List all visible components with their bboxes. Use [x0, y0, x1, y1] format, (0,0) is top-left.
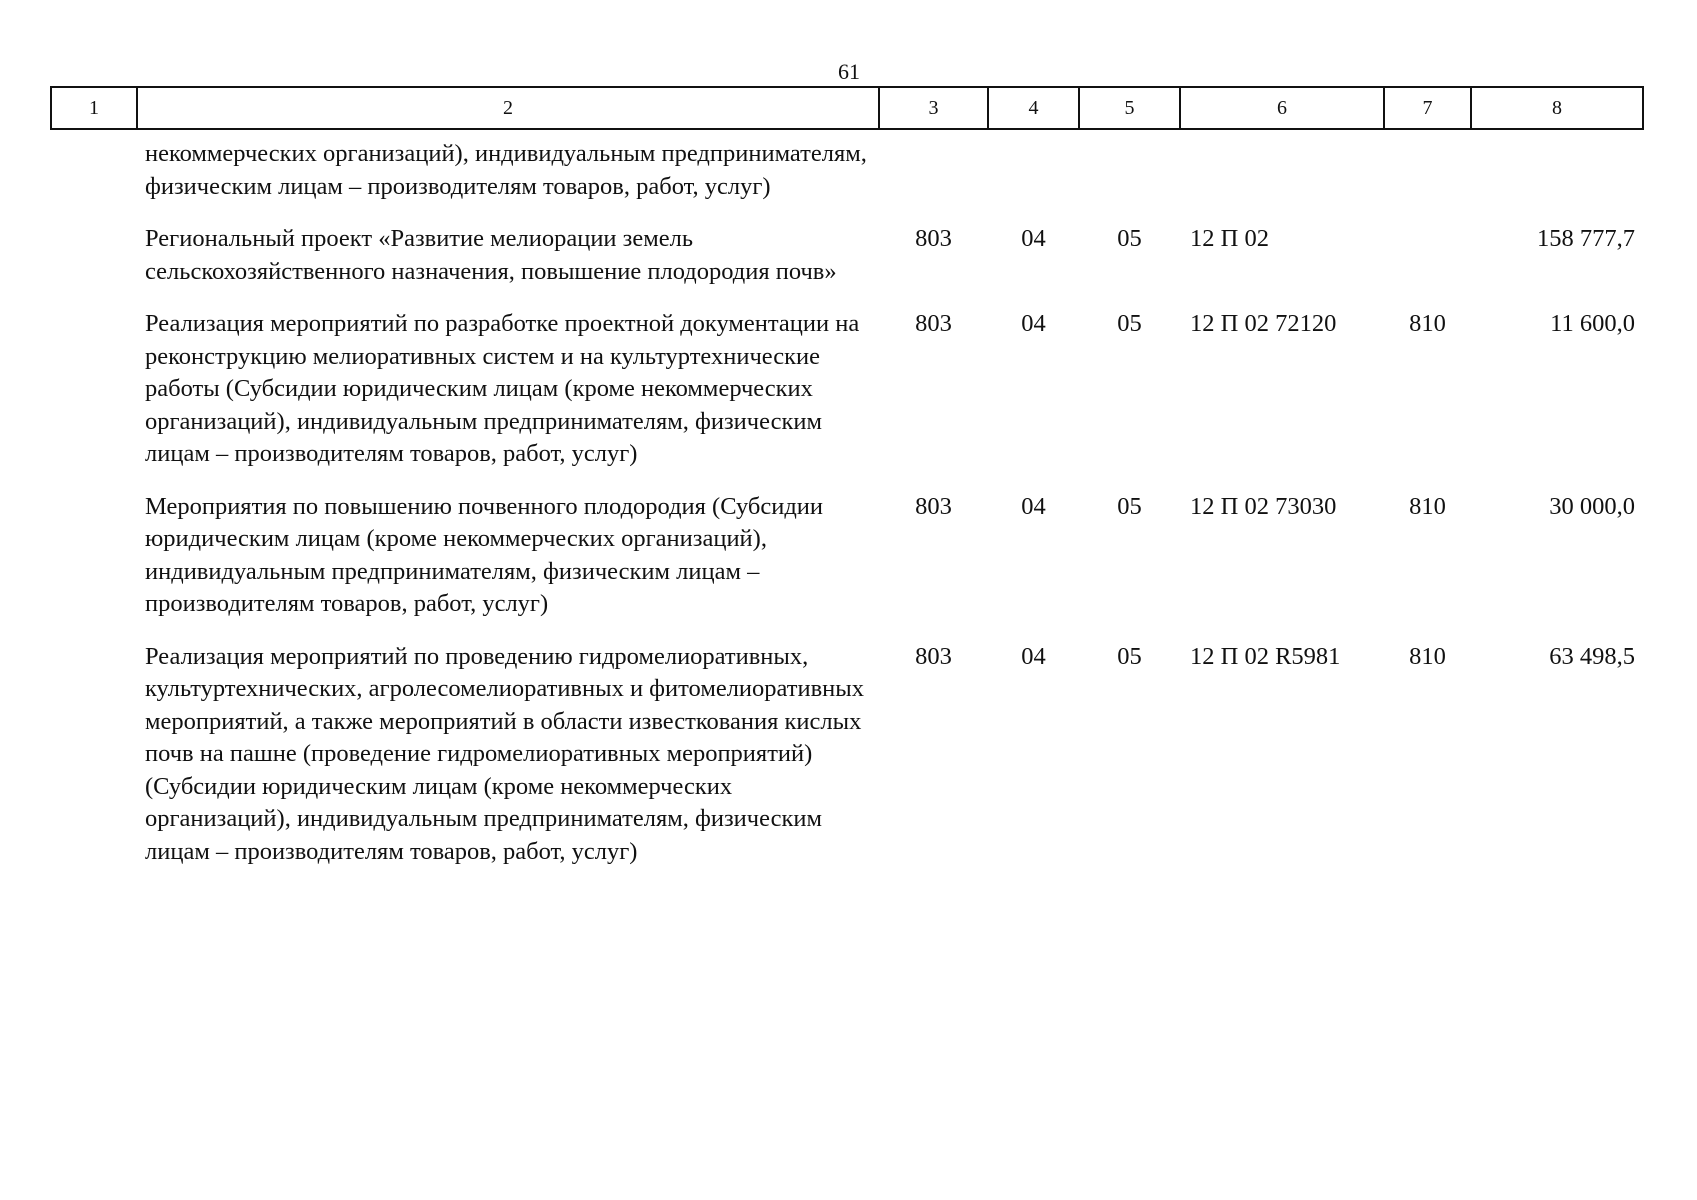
row-expense-type: 810 — [1409, 642, 1446, 670]
row-target: 12 П 02 — [1190, 225, 1269, 252]
row-amount — [1471, 129, 1643, 223]
row-expense-type — [1384, 129, 1471, 223]
row-description: Региональный проект «Развитие мелиорации земель сельскохозяйственного назначения, повышение плодородия почв» — [145, 225, 837, 285]
row-index-cell — [51, 308, 137, 491]
row-description: Реализация мероприятий по разработке проектной документации на реконструкцию мелиоративных систем и на культуртехнические работы (Субсидии юридическим лицам (кроме некоммерческих организаций), индивидуальным предпринимателям, физическим лицам – производителям товаров, работ, услуг) — [145, 310, 860, 467]
table-row — [51, 129, 1643, 223]
row-amount: 30 000,0 — [1549, 492, 1635, 520]
row-ministry: 803 — [915, 225, 952, 252]
row-subsection — [1079, 129, 1180, 223]
row-description: некоммерческих организаций), индивидуальным предпринимателям, физическим лицам – производителям товаров, работ, услуг) — [145, 140, 867, 200]
row-expense-type: 810 — [1409, 492, 1446, 520]
row-section — [988, 129, 1079, 223]
row-section: 04 — [1021, 310, 1046, 337]
row-target: 12 П 02 72120 — [1190, 310, 1337, 337]
row-description: Мероприятия по повышению почвенного плодородия (Субсидии юридическим лицам (кроме некоммерческих организаций), индивидуальным предпринимателям, физическим лицам – производителям товаров, работ, услуг) — [145, 492, 824, 617]
row-subsection: 05 — [1117, 310, 1142, 337]
row-expense-type: 810 — [1409, 310, 1446, 337]
row-amount: 158 777,7 — [1537, 225, 1635, 252]
header-col-1: 1 — [51, 87, 137, 129]
table-row — [51, 223, 1643, 308]
header-col-2: 2 — [137, 87, 879, 129]
row-section: 04 — [1021, 642, 1046, 670]
row-ministry: 803 — [915, 492, 952, 520]
header-col-5: 5 — [1079, 87, 1180, 129]
header-col-3: 3 — [879, 87, 988, 129]
row-section: 04 — [1021, 225, 1046, 252]
row-amount: 11 600,0 — [1550, 310, 1635, 337]
row-section: 04 — [1021, 492, 1046, 520]
header-col-8: 8 — [1471, 87, 1643, 129]
row-subsection: 05 — [1117, 642, 1142, 670]
row-target — [1180, 129, 1384, 223]
row-ministry — [879, 129, 988, 223]
row-subsection: 05 — [1117, 492, 1142, 520]
row-expense-type — [1384, 223, 1471, 308]
row-index-cell — [51, 223, 137, 308]
row-amount: 63 498,5 — [1549, 642, 1635, 670]
table-header-row — [51, 87, 1643, 129]
row-ministry: 803 — [915, 642, 952, 670]
table-row — [51, 491, 1643, 641]
row-target: 12 П 02 R5981 — [1190, 642, 1341, 670]
row-description: Реализация мероприятий по проведению гидромелиоративных, культуртехнических, агролесомелиоративных и фитомелиоративных мероприятий, а также мероприятий в области известкования кислых почв на пашне (проведение гидромелиоративных мероприятий) (Субсидии юридическим лицам (кроме некоммерческих организаций), индивидуальным предпринимателям, физическим лицам – производителям товаров, работ, услуг) — [145, 642, 864, 865]
table-row — [51, 308, 1643, 491]
row-index-cell — [51, 491, 137, 641]
header-col-6: 6 — [1180, 87, 1384, 129]
table-row — [51, 641, 1643, 889]
row-ministry: 803 — [915, 310, 952, 337]
header-col-4: 4 — [988, 87, 1079, 129]
page-number: 61 — [838, 59, 860, 84]
header-col-7: 7 — [1384, 87, 1471, 129]
row-index-cell — [51, 129, 137, 223]
row-index-cell — [51, 641, 137, 889]
row-target: 12 П 02 73030 — [1190, 492, 1337, 520]
row-subsection: 05 — [1117, 225, 1142, 252]
budget-table — [50, 86, 1644, 888]
